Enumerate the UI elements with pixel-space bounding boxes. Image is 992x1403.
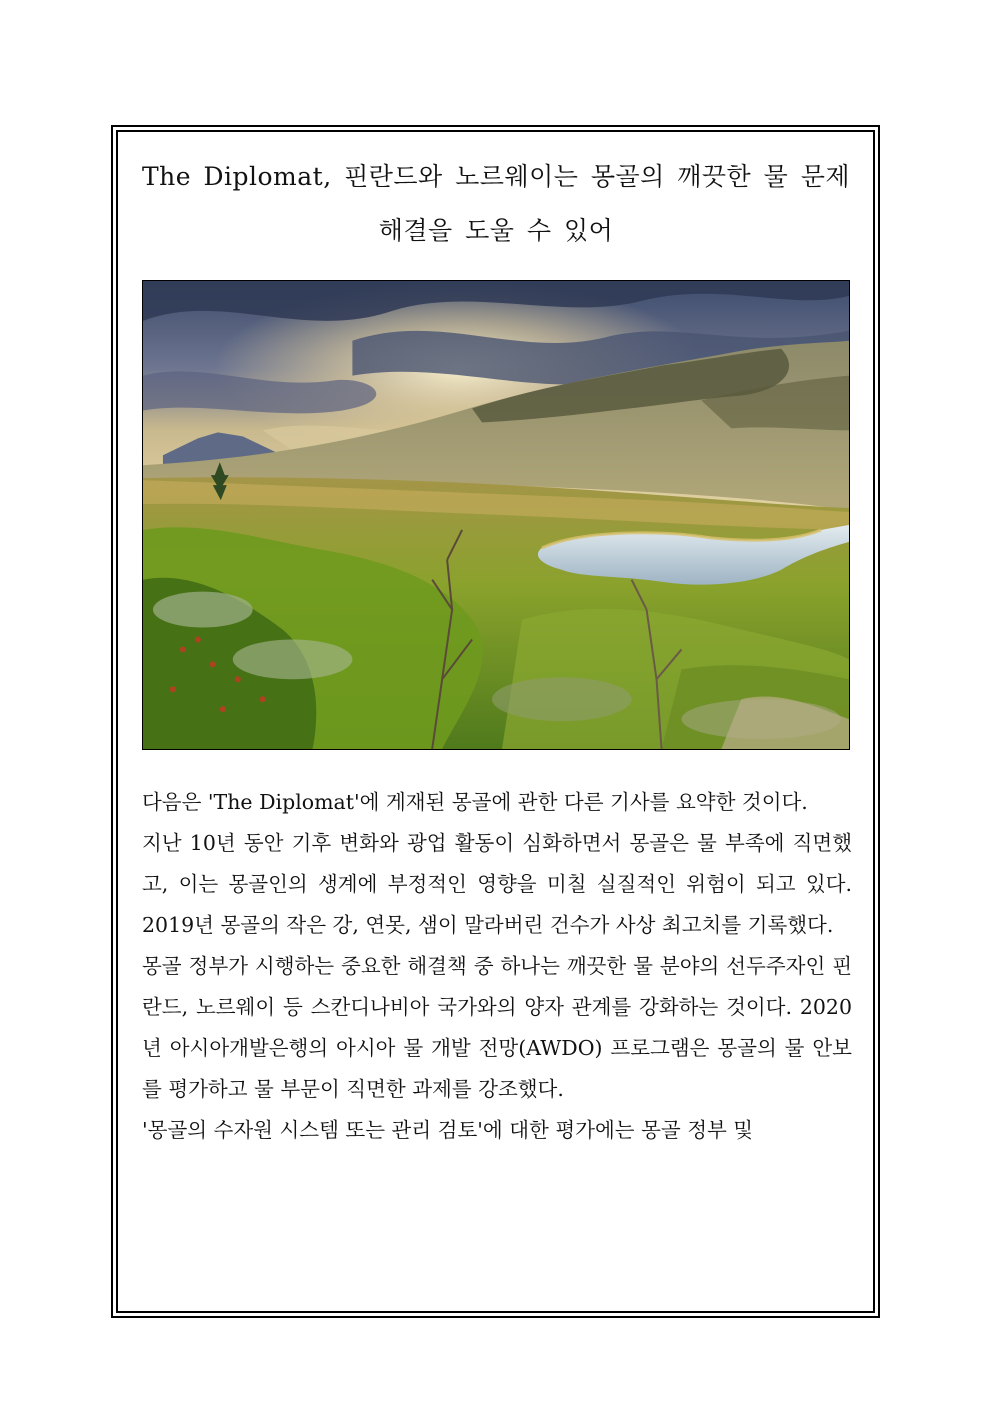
- article-title: The Diplomat, 핀란드와 노르웨이는 몽골의 깨끗한 물 문제 해결을 도울 수 있어: [141, 162, 851, 245]
- landscape-photo-icon: [143, 281, 849, 749]
- paragraph-intro: 다음은 'The Diplomat'에 게재된 몽골에 관한 다른 기사를 요약한 것이다.: [142, 790, 808, 814]
- article-body: [142, 782, 852, 1151]
- paragraph-water-shortage: 지난 10년 동안 기후 변화와 광업 활동이 심화하면서 몽골은 물 부족에 직면했고, 이는 몽골인의 생계에 부정적인 영향을 미칠 실질적인 위험이 되고 있다. 2019년 몽골의 작은 강, 연못, 샘이 말라버린 건수가 사상 최고치를 기록했다.: [142, 831, 852, 937]
- landscape-photo: [142, 280, 850, 750]
- paragraph-assessment: '몽골의 수자원 시스템 또는 관리 검토'에 대한 평가에는 몽골 정부 및: [142, 1118, 754, 1142]
- paragraph-government-solution: 몽골 정부가 시행하는 중요한 해결책 중 하나는 깨끗한 물 분야의 선두주자인 핀란드, 노르웨이 등 스칸디나비아 국가와의 양자 관계를 강화하는 것이다. 2020년 아시아개발은행의 아시아 물 개발 전망(AWDO) 프로그램은 몽골의 물 안보를 평가하고 물 부문이 직면한 과제를 강조했다.: [142, 954, 852, 1101]
